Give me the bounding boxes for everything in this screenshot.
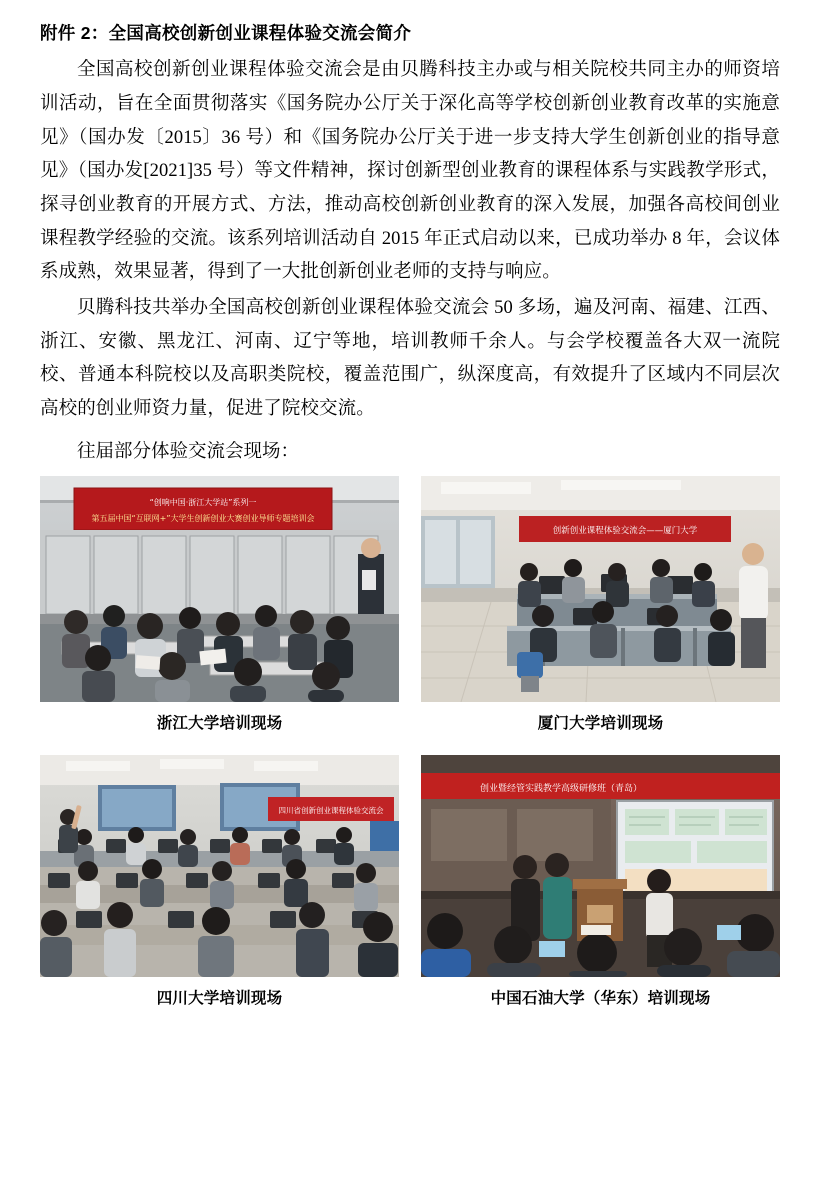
gallery-lead-text: 往届部分体验交流会现场： xyxy=(77,442,300,463)
photo-row-1 xyxy=(40,476,780,733)
photo-cell-xiamen xyxy=(421,476,780,733)
photo-caption-xiamen: 厦门大学培训现场 xyxy=(537,715,664,733)
photo-cell-zhejiang xyxy=(40,476,399,733)
svg-text:创业暨经管实践教学高级研修班（青岛）: 创业暨经管实践教学高级研修班（青岛） xyxy=(479,784,643,795)
photo-cell-cup xyxy=(421,755,780,1008)
svg-text:四川省创新创业课程体验交流会: 四川省创新创业课程体验交流会 xyxy=(278,806,384,816)
photo-caption-cup: 中国石油大学（华东）培训现场 xyxy=(490,990,711,1008)
photo-row-gap xyxy=(40,733,780,755)
svg-text:“创响中国·浙江大学站”系列一: “创响中国·浙江大学站”系列一 xyxy=(149,498,257,508)
paragraph-2: 贝腾科技共举办全国高校创新创业课程体验交流会 50 多场，遍及河南、福建、江西、浙江、安徽、黑龙江、河南、辽宁等地，培训教师千余人。与会学校覆盖各大双一流院校、普通本科院校以及高职类院校，覆盖范围广，纵深度高，有效提升了区域内不同层次高校的创业师资力量，促进了院校交流。 xyxy=(40,297,780,419)
photo-caption-sichuan: 四川大学培训现场 xyxy=(156,990,283,1008)
svg-text:第五届中国“互联网+”大学生创新创业大赛创业导师专题培训会: 第五届中国“互联网+”大学生创新创业大赛创业导师专题培训会 xyxy=(91,514,315,524)
photo-row-2 xyxy=(40,755,780,1008)
photo-cell-sichuan xyxy=(40,755,399,1008)
photo-xiamen-university xyxy=(421,476,780,702)
paragraph-1: 全国高校创新创业课程体验交流会是由贝腾科技主办或与相关院校共同主办的师资培训活动，旨在全面贯彻落实《国务院办公厅关于深化高等学校创新创业教育改革的实施意见》（国办发〔2015〕36 号）和《国务院办公厅关于进一步支持大学生创新创业的指导意见》（国办发[2021]35 号）等文件精神，探讨创新型创业教育的课程体系与实践教学形式，探寻创业教育的开展方式、方法，推动高校创新创业教育的深入发展，加强各高校间创业课程教学经验的交流。该系列培训活动自 2015 年正式启动以来，已成功举办 8 年，会议体系成熟，效果显著，得到了一大批创新创业老师的支持与响应。 xyxy=(40,60,780,283)
page-title: 附件 2：全国高校创新创业课程体验交流会简介 xyxy=(40,23,412,43)
photo-sichuan-university xyxy=(40,755,399,977)
photo-china-university-of-petroleum xyxy=(421,755,780,977)
photo-gallery xyxy=(40,476,780,1008)
photo-caption-zhejiang: 浙江大学培训现场 xyxy=(156,715,283,733)
photo-zhejiang-university xyxy=(40,476,399,702)
svg-text:创新创业课程体验交流会——厦门大学: 创新创业课程体验交流会——厦门大学 xyxy=(552,526,698,537)
